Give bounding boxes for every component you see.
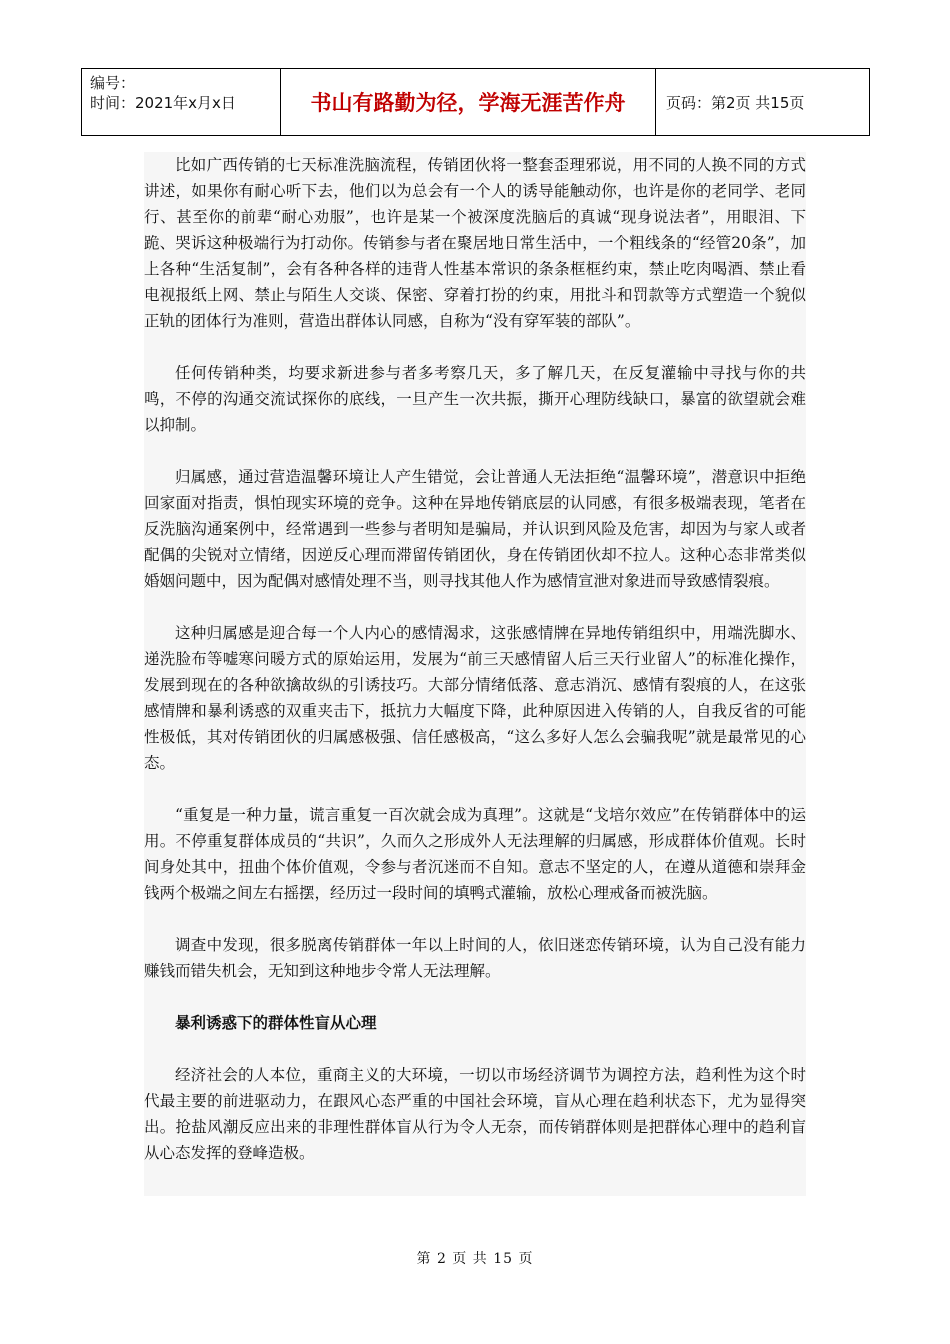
paragraph-5: “重复是一种力量，谎言重复一百次就会成为真理”。这就是“戈培尔效应”在传销群体中的运用。不停重复群体成员的“共识”，久而久之形成外人无法理解的归属感，形成群体价值观。长时间身处其中，扭曲个体价值观，令参与者沉迷而不自知。意志不坚定的人，在遵从道德和崇拜金钱两个极端之间左右摇摆，经历过一段时间的填鸭式灌输，放松心理戒备而被洗脑。 bbox=[144, 806, 806, 902]
page-number-cell bbox=[656, 69, 869, 135]
date-label: 时间：2021年x月x日 bbox=[90, 94, 236, 112]
header-left-cell bbox=[82, 69, 281, 135]
page-label: 页码：第2页 共15页 bbox=[666, 93, 805, 112]
paragraph-7: 经济社会的人本位，重商主义的大环境，一切以市场经济调节为调控方法，趋利性为这个时代最主要的前进驱动力，在跟风心态严重的中国社会环境，盲从心理在趋利状态下，尤为显得突出。抢盐风潮反应出来的非理性群体盲从行为令人无奈，而传销群体则是把群体心理中的趋利盲从心态发挥的登峰造极。 bbox=[144, 1066, 806, 1162]
paragraph-4: 这种归属感是迎合每一个人内心的感情渴求，这张感情牌在异地传销组织中，用端洗脚水、递洗脸布等嘘寒问暖方式的原始运用，发展为“前三天感情留人后三天行业留人”的标准化操作，发展到现在的各种欲擒故纵的引诱技巧。大部分情绪低落、意志消沉、感情有裂痕的人，在这张感情牌和暴利诱惑的双重夹击下，抵抗力大幅度下降，此种原因进入传销的人，自我反省的可能性极低，其对传销团伙的归属感极强、信任感极高，“这么多好人怎么会骗我呢”就是最常见的心态。 bbox=[144, 624, 806, 772]
paragraph-2: 任何传销种类，均要求新进参与者多考察几天，多了解几天，在反复灌输中寻找与你的共鸣，不停的沟通交流试探你的底线，一旦产生一次共振，撕开心理防线缺口，暴富的欲望就会难以抑制。 bbox=[144, 364, 806, 434]
paragraph-6: 调查中发现，很多脱离传销群体一年以上时间的人，依旧迷恋传销环境，认为自己没有能力赚钱而错失机会，无知到这种地步令常人无法理解。 bbox=[144, 936, 806, 980]
paragraph-1: 比如广西传销的七天标准洗脑流程，传销团伙将一整套歪理邪说，用不同的人换不同的方式讲述，如果你有耐心听下去，他们以为总会有一个人的诱导能触动你，也许是你的老同学、老同行、甚至你的前辈“耐心劝服”，也许是某一个被深度洗脑后的真诚“现身说法者”，用眼泪、下跪、哭诉这种极端行为打动你。传销参与者在聚居地日常生活中，一个粗线条的“经管20条”，加上各种“生活复制”，会有各种各样的违背人性基本常识的条条框框约束，禁止吃肉喝酒、禁止看电视报纸上网、禁止与陌生人交谈、保密、穿着打扮的约束，用批斗和罚款等方式塑造一个貌似正轨的团体行为准则，营造出群体认同感，自称为“没有穿军装的部队”。 bbox=[144, 156, 806, 330]
header-table bbox=[81, 68, 870, 136]
paragraph-3: 归属感，通过营造温馨环境让人产生错觉，会让普通人无法拒绝“温馨环境”，潜意识中拒绝回家面对指责，惧怕现实环境的竞争。这种在异地传销底层的认同感，有很多极端表现，笔者在反洗脑沟通案例中，经常遇到一些参与者明知是骗局，并认识到风险及危害，却因为与家人或者配偶的尖锐对立情绪，因逆反心理而滞留传销团伙，身在传销团伙却不拉人。这种心态非常类似婚姻问题中，因为配偶对感情处理不当，则寻找其他人作为感情宣泄对象进而导致感情裂痕。 bbox=[144, 468, 806, 590]
motto-text: 书山有路勤为径，学海无涯苦作舟 bbox=[310, 91, 626, 115]
section-heading: 暴利诱惑下的群体性盲从心理 bbox=[175, 1014, 377, 1032]
document-body bbox=[144, 152, 806, 1196]
page-footer: 第 2 页 共 15 页 bbox=[416, 1251, 534, 1267]
motto-cell bbox=[281, 69, 656, 135]
number-label: 编号： bbox=[90, 74, 136, 92]
